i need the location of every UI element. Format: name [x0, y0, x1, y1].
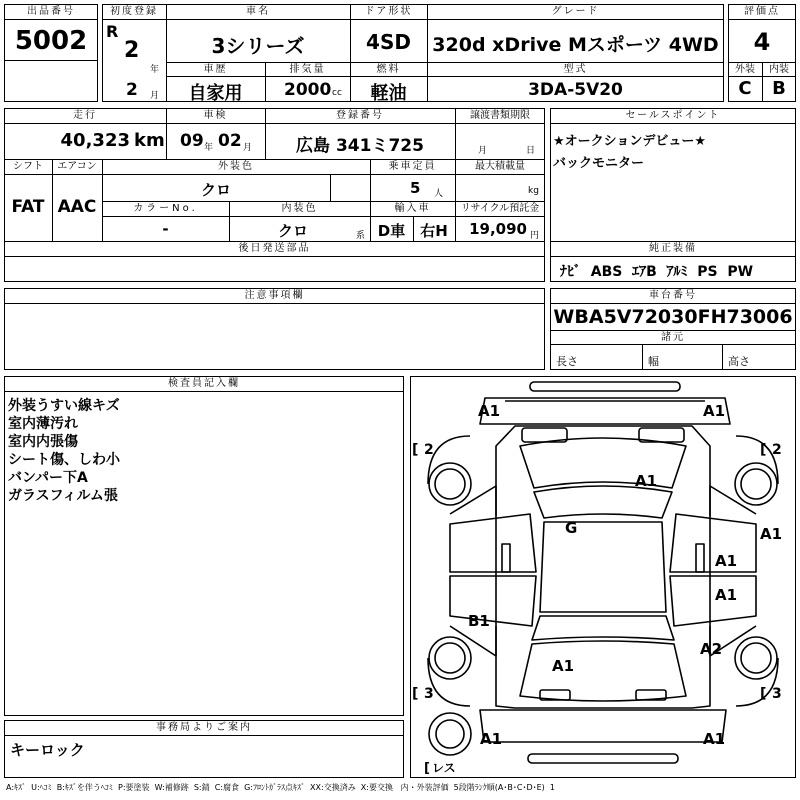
mark-trunk: A1: [552, 657, 575, 675]
inspection-month-unit: 月: [243, 143, 253, 153]
int-color: クロ: [277, 222, 308, 240]
notes-label: 注意事項欄: [244, 290, 305, 301]
transfer-docs-label: 譲渡書類期限: [470, 110, 530, 121]
displacement-label: 排気量: [289, 64, 326, 75]
grade-label: グレード: [551, 6, 600, 17]
capacity-unit: 人: [434, 189, 444, 199]
sales-point-line: ★オークションデビュー★: [553, 134, 707, 149]
spec-label: 諸元: [661, 332, 685, 343]
score-label: 評価点: [744, 6, 780, 17]
width-label: 幅: [648, 355, 659, 368]
mark-rear-left: A1: [480, 730, 503, 748]
mark-left-rear-door: B1: [468, 612, 490, 630]
chassis-number: WBA5V72030FH73006: [553, 306, 793, 328]
height-label: 高さ: [728, 355, 750, 368]
displacement-unit: cc: [332, 88, 342, 98]
tire-rear-left: 3: [424, 686, 434, 702]
max-load-unit: kg: [528, 186, 539, 196]
car-name-label: 車名: [246, 6, 270, 17]
history: 自家用: [188, 83, 243, 104]
length-label: 長さ: [556, 355, 578, 368]
fuel-label: 燃料: [376, 64, 401, 75]
office-notice-text: キーロック: [10, 741, 85, 759]
mark-front-left: A1: [478, 402, 501, 420]
mark-rear-right: A1: [703, 730, 726, 748]
import-type: D車: [377, 222, 406, 240]
tire-front-right: 2: [772, 442, 782, 458]
exterior-label: 外装: [735, 64, 755, 75]
inspector-note: 室内薄汚れ: [8, 416, 78, 432]
spare-open: [: [424, 761, 430, 776]
equipment-list: ﾅﾋﾞ ABS ｴｱB ｱﾙﾐ PS PW: [560, 264, 754, 280]
tire-front-left-open: [: [412, 442, 419, 458]
color-no-label: カラーNo.: [133, 203, 198, 214]
tire-front-right-open: [: [760, 442, 767, 458]
max-load-label: 最大積載量: [475, 161, 525, 172]
chassis-label: 車台番号: [649, 290, 697, 301]
later-parts-label: 後日発送部品: [238, 243, 311, 254]
inspection-year: 09: [180, 131, 204, 151]
recycle-unit: 円: [530, 231, 540, 241]
plate-label: 登録番号: [336, 110, 384, 121]
color-no: -: [162, 220, 169, 238]
interior-label: 内装: [769, 64, 789, 75]
fuel: 軽油: [370, 83, 407, 104]
lot-number-label: 出品番号: [27, 6, 75, 17]
mark-right-fender: A1: [760, 525, 783, 543]
office-notice-label: 事務局よりご案内: [156, 722, 252, 733]
grade: 320d xDrive Mスポーツ 4WD: [432, 34, 719, 56]
history-label: 車歴: [203, 64, 228, 75]
mark-hood: A1: [635, 472, 658, 490]
era-letter: R: [106, 22, 119, 41]
reg-month: 2: [126, 80, 138, 100]
inspector-note: バンパー下A: [8, 470, 88, 486]
tire-rear-right-open: [: [760, 686, 767, 702]
mark-front-right: A1: [703, 402, 726, 420]
inspector-note: ガラスフィルム張: [8, 488, 118, 504]
legend: A:ｷｽﾞ U:ﾍｺﾐ B:ｷｽﾞを伴うﾍｺﾐ P:要塗装 W:補修跡 S:錆 C:腐食 G:ﾌﾛﾝﾄｶﾞﾗｽ点ｷｽﾞ XX:交換済み X:要交換 内・外装評価 5段階ﾗﾝｸ順(A･B･C･D･E) 1: [6, 783, 555, 792]
capacity-label: 乗車定員: [388, 161, 437, 172]
door-label: ドア形状: [364, 6, 413, 17]
year-unit: 年: [150, 65, 160, 75]
int-color-unit: 系: [356, 231, 366, 241]
car-name: 3シリーズ: [211, 34, 305, 58]
exterior-grade: C: [738, 78, 752, 99]
inspection-month: 02: [218, 131, 242, 151]
mark-right-rear-door: A1: [715, 586, 738, 604]
inspection-label: 車検: [203, 110, 228, 121]
inspector-note: 室内内張傷: [8, 434, 78, 450]
month-unit: 月: [150, 91, 160, 101]
inspector-label: 検査員記入欄: [168, 378, 240, 389]
ac-label: エアコン: [57, 161, 97, 172]
spare-status: レス: [432, 761, 456, 775]
transfer-day-unit: 日: [526, 146, 536, 156]
displacement: 2000: [284, 80, 332, 100]
lot-number: 5002: [14, 26, 88, 56]
sales-point-line: バックモニター: [553, 156, 645, 171]
mark-right-rear: A2: [700, 640, 723, 658]
mileage-label: 走行: [73, 110, 97, 121]
interior-grade: B: [772, 78, 786, 99]
transfer-month-unit: 月: [478, 146, 488, 156]
equipment-label: 純正装備: [649, 243, 697, 254]
capacity: 5: [410, 179, 421, 197]
shift-label: シフト: [13, 161, 43, 172]
plate-number: 広島 341ミ725: [296, 136, 424, 156]
inspection-year-unit: 年: [204, 143, 214, 153]
mileage-unit: km: [134, 130, 165, 151]
reg-year: 2: [124, 38, 140, 63]
import-label: 輸入車: [394, 203, 431, 214]
ext-color: クロ: [200, 181, 231, 199]
model-label: 型式: [563, 64, 588, 75]
air-conditioner: AAC: [57, 197, 97, 217]
shift: FAT: [11, 197, 45, 217]
tire-rear-right: 3: [772, 686, 782, 702]
mark-right-front-door: A1: [715, 552, 738, 570]
recycle-fee: 19,090: [469, 220, 527, 238]
tire-front-left: 2: [424, 442, 434, 458]
inspector-note: シート傷、しわ小: [8, 452, 120, 468]
inspector-note: 外装うすい線キズ: [8, 398, 120, 414]
int-color-label: 内装色: [281, 203, 318, 214]
recycle-label: リサイクル預託金: [460, 203, 540, 214]
door-type: 4SD: [366, 30, 411, 54]
tire-rear-left-open: [: [412, 686, 419, 702]
mileage: 40,323: [60, 130, 130, 151]
car-diagram: [410, 376, 796, 778]
first-reg-label: 初度登録: [110, 6, 158, 17]
sales-points-label: セールスポイント: [625, 110, 721, 121]
model: 3DA-5V20: [528, 80, 623, 100]
score: 4: [753, 28, 771, 56]
mark-roof: G: [565, 519, 578, 537]
handle-side: 右H: [420, 222, 448, 240]
ext-color-label: 外装色: [218, 161, 254, 172]
